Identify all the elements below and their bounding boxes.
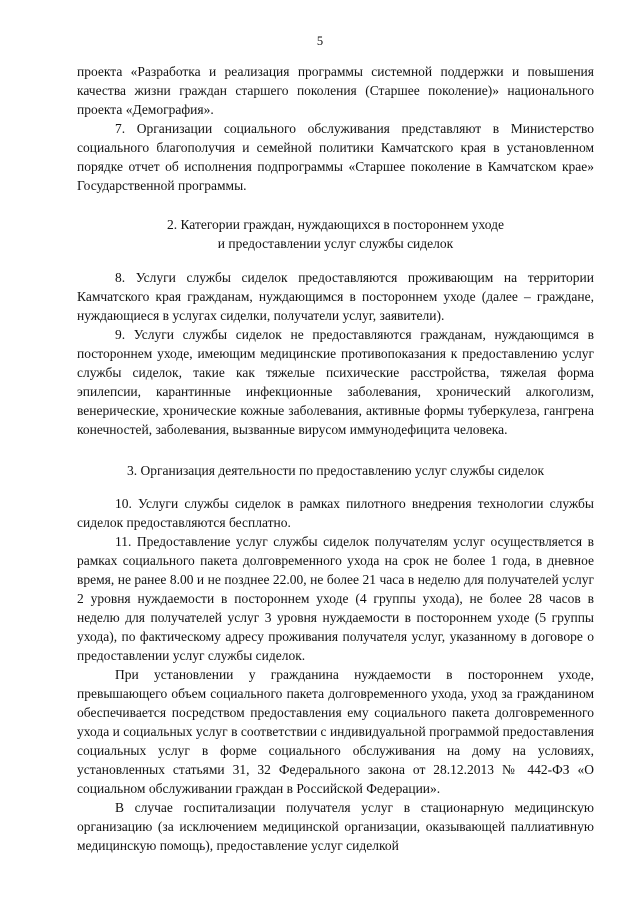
- page-number: 5: [316, 34, 324, 48]
- paragraph-excess-need: При установлении у гражданина нуждаемости в постороннем уходе, превышающего объем социального пакета долговременного ухода, уход за гражданином обеспечивается посредством предоставления ему социального пакета долговременного ухода и социальных услуг в соответствии с индивидуальной программой предоставления социальных услуг в форме социального обслуживания на дому на условиях, установленных статьями 31, 32 Федерального закона от 28.12.2013 № 442-ФЗ «О социальном обслуживании граждан в Российской Федерации».: [77, 667, 594, 796]
- section-2-heading-line-2: и предоставлении услуг службы сиделок: [217, 236, 454, 251]
- paragraph-7: 7. Организации социального обслуживания представляют в Министерство социального благополучия и семейной политики Камчатского края в установленном порядке отчет об исполнения подпрограммы «Старшее поколение в Камчатском крае» Государственной программы.: [77, 121, 594, 193]
- paragraph-10: 10. Услуги службы сиделок в рамках пилотного внедрения технологии службы сиделок предоставляются бесплатно.: [77, 496, 594, 530]
- section-3-heading: 3. Организация деятельности по предоставлению услуг службы сиделок: [127, 463, 544, 478]
- paragraph-9: 9. Услуги службы сиделок не предоставляются гражданам, нуждающимся в постороннем уходе, имеющим медицинские противопоказания к предоставлению услуг службы сиделок, такие как тяжелые психические расстройства, тяжелая форма эпилепсии, карантинные инфекционные заболевания, хронический алкоголизм, венерические, хронические кожные заболевания, активные формы туберкулеза, гангрена конечностей, заболевания, вызванные вирусом иммунодефицита человека.: [77, 327, 594, 437]
- document-body: [77, 62, 594, 855]
- paragraph-hospitalization: В случае госпитализации получателя услуг в стационарную медицинскую организацию (за исключением медицинской организации, оказывающей паллиативную медицинскую помощь), предоставление услуг сиделкой: [77, 800, 594, 853]
- paragraph-8: 8. Услуги службы сиделок предоставляются проживающим на территории Камчатского края гражданам, нуждающимся в постороннем уходе (далее – граждане, нуждающиеся в услугах сиделки, получатели услуг, заявители).: [77, 270, 594, 323]
- section-2-heading-line-1: 2. Категории граждан, нуждающихся в постороннем уходе: [166, 217, 505, 232]
- paragraph-11: 11. Предоставление услуг службы сиделок получателям услуг осуществляется в рамках социального пакета долговременного ухода на срок не более 1 года, в дневное время, не ранее 8.00 и не позднее 22.00, не более 21 часа в неделю для получателей услуг 2 уровня нуждаемости в постороннем уходе (4 группы ухода), не более 28 часов в неделю для получателей услуг 3 уровня нуждаемости в постороннем уходе (5 группы ухода), по фактическому адресу проживания получателя услуг, указанному в договоре о предоставлении услуг службы сиделок.: [77, 534, 594, 663]
- paragraph-project-continuation: проекта «Разработка и реализация программы системной поддержки и повышения качества жизни граждан старшего поколения (Старшее поколение)» национального проекта «Демография».: [77, 64, 594, 117]
